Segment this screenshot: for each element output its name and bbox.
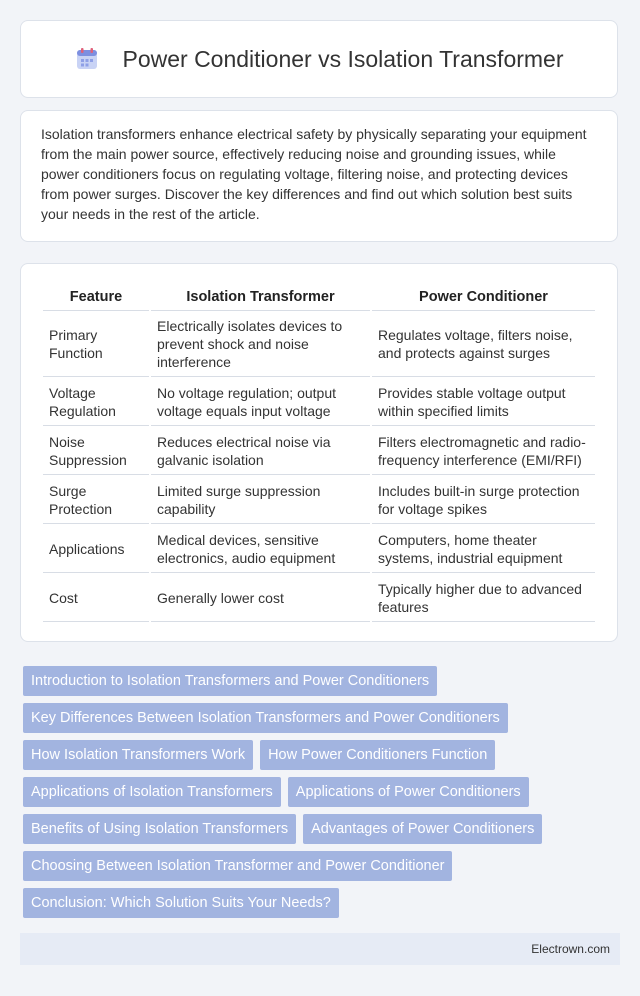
table-cell: Applications [43, 524, 149, 573]
table-cell: Primary Function [43, 311, 149, 377]
table-row [43, 377, 595, 426]
table-cell: Computers, home theater systems, industrial equipment [372, 524, 595, 573]
link-choosing-between[interactable]: Choosing Between Isolation Transformer and Power Conditioner [23, 851, 452, 881]
table-cell: Provides stable voltage output within specified limits [372, 377, 595, 426]
intro-paragraph: Isolation transformers enhance electrical safety by physically separating your equipment from the main power source, effectively reducing noise and grounding issues, while power conditioners focus on regulating voltage, filtering noise, and protecting devices from power surges. Discover the key differences and find out which solution best suits your needs in the rest of the article. [41, 126, 587, 222]
article-links [23, 666, 603, 925]
table-cell: Voltage Regulation [43, 377, 149, 426]
table-cell: Cost [43, 573, 149, 622]
table-cell: Electrically isolates devices to prevent shock and noise interference [151, 311, 370, 377]
table-row [43, 426, 595, 475]
comparison-card [20, 263, 618, 642]
table-row [43, 311, 595, 377]
table-cell: Filters electromagnetic and radio-frequency interference (EMI/RFI) [372, 426, 595, 475]
table-row [43, 573, 595, 622]
table-header-row [43, 284, 595, 311]
title-card [20, 20, 618, 98]
comparison-table [41, 284, 597, 622]
table-cell: Includes built-in surge protection for voltage spikes [372, 475, 595, 524]
header-feature: Feature [43, 284, 149, 311]
table-cell: No voltage regulation; output voltage equals input voltage [151, 377, 370, 426]
table-cell: Typically higher due to advanced features [372, 573, 595, 622]
header-isolation-transformer: Isolation Transformer [151, 284, 370, 311]
link-benefits-isolation-transformers[interactable]: Benefits of Using Isolation Transformers [23, 814, 296, 844]
link-applications-isolation-transformers[interactable]: Applications of Isolation Transformers [23, 777, 281, 807]
link-introduction[interactable]: Introduction to Isolation Transformers and Power Conditioners [23, 666, 437, 696]
link-how-power-conditioners-function[interactable]: How Power Conditioners Function [260, 740, 495, 770]
link-applications-power-conditioners[interactable]: Applications of Power Conditioners [288, 777, 529, 807]
page-title: Power Conditioner vs Isolation Transformer [122, 45, 564, 72]
table-cell: Medical devices, sensitive electronics, audio equipment [151, 524, 370, 573]
table-cell: Noise Suppression [43, 426, 149, 475]
link-advantages-power-conditioners[interactable]: Advantages of Power Conditioners [303, 814, 542, 844]
table-cell: Generally lower cost [151, 573, 370, 622]
table-row [43, 475, 595, 524]
intro-card [20, 110, 618, 242]
calendar-icon [74, 46, 100, 72]
link-key-differences[interactable]: Key Differences Between Isolation Transformers and Power Conditioners [23, 703, 508, 733]
table-cell: Regulates voltage, filters noise, and protects against surges [372, 311, 595, 377]
table-cell: Reduces electrical noise via galvanic isolation [151, 426, 370, 475]
table-cell: Surge Protection [43, 475, 149, 524]
footer-site-name: Electrown.com [531, 942, 610, 956]
table-row [43, 524, 595, 573]
table-cell: Limited surge suppression capability [151, 475, 370, 524]
header-power-conditioner: Power Conditioner [372, 284, 595, 311]
link-how-isolation-transformers-work[interactable]: How Isolation Transformers Work [23, 740, 253, 770]
link-conclusion[interactable]: Conclusion: Which Solution Suits Your Needs? [23, 888, 339, 918]
footer [20, 933, 620, 965]
